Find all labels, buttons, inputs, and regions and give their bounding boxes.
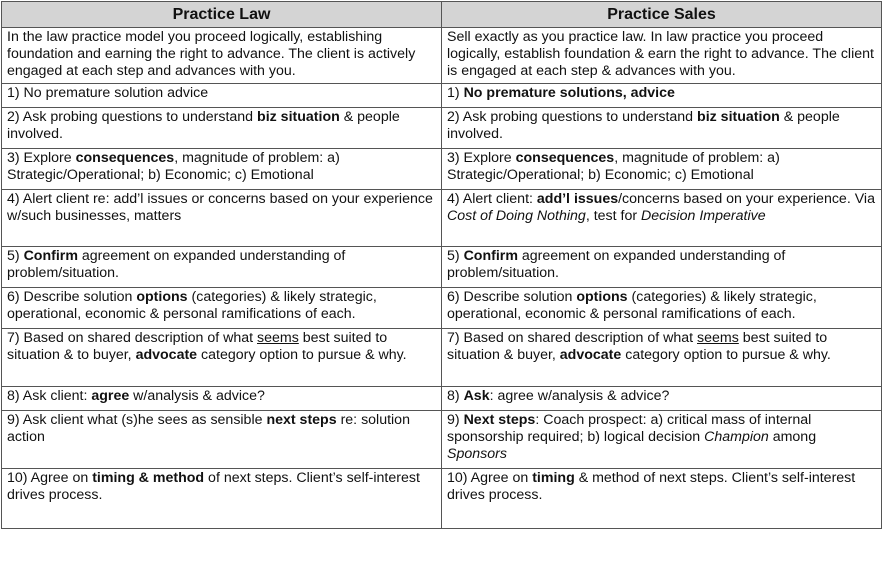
table-row: [2, 108, 882, 149]
italic-text: Sponsors: [447, 446, 507, 462]
table-row: [2, 329, 882, 387]
bold-text: biz situation: [257, 109, 340, 125]
table-row: [2, 411, 882, 469]
sales-cell: [442, 149, 882, 190]
table-row: [2, 28, 882, 84]
cell-text: 2) Ask probing questions to understand: [7, 109, 258, 125]
cell-text: 10) Agree on: [7, 470, 93, 486]
sales-cell: [442, 190, 882, 247]
cell-text: , test for: [585, 208, 642, 224]
bold-text: biz situation: [697, 109, 780, 125]
law-cell: [2, 190, 442, 247]
cell-text: & people involved.: [7, 109, 400, 142]
bold-text: advocate: [559, 347, 622, 363]
cell-text: w/analysis & advice?: [129, 388, 265, 404]
sales-cell: [442, 84, 882, 108]
cell-text: category option to pursue & why.: [621, 347, 831, 363]
cell-text: 7) Based on shared description of what: [7, 330, 258, 346]
cell-text: re: solution action: [7, 412, 410, 445]
cell-text: 1): [447, 85, 464, 101]
cell-text: of next steps. Client’s self-interest drives process.: [7, 470, 420, 503]
sales-cell: [442, 247, 882, 288]
underlined-text: seems: [697, 330, 739, 346]
cell-text: 8) Ask client:: [7, 388, 92, 404]
sales-cell: [442, 411, 882, 469]
bold-text: Next steps: [463, 412, 536, 428]
bold-text: Confirm: [23, 248, 78, 264]
law-cell: [2, 108, 442, 149]
law-cell: [2, 329, 442, 387]
sales-cell: [442, 28, 882, 84]
cell-text: 3) Explore: [7, 150, 76, 166]
law-cell: [2, 469, 442, 529]
header-row: [2, 2, 882, 28]
practice-law-header: Practice Law: [2, 2, 442, 28]
cell-text: 6) Describe solution: [447, 289, 577, 305]
law-cell: [2, 84, 442, 108]
cell-text: 2) Ask probing questions to understand: [447, 109, 698, 125]
cell-text: 9) Ask client what (s)he sees as sensible: [7, 412, 267, 428]
cell-text: agreement on expanded understanding of problem/situation.: [447, 248, 786, 281]
bold-text: options: [136, 289, 188, 305]
bold-text: timing & method: [92, 470, 205, 486]
bold-text: options: [576, 289, 628, 305]
law-cell: [2, 288, 442, 329]
table-row: [2, 469, 882, 529]
bold-text: add’l issues: [536, 191, 619, 207]
italic-text: Cost of Doing Nothing: [447, 208, 586, 224]
law-cell: [2, 247, 442, 288]
italic-text: Champion: [704, 429, 769, 445]
sales-cell: [442, 108, 882, 149]
cell-text: category option to pursue & why.: [197, 347, 407, 363]
bold-text: next steps: [266, 412, 337, 428]
law-cell: [2, 149, 442, 190]
bold-text: advocate: [135, 347, 198, 363]
sales-cell: [442, 288, 882, 329]
cell-text: 8): [447, 388, 464, 404]
cell-text: & method of next steps. Client’s self-interest drives process.: [447, 470, 856, 503]
law-cell: [2, 28, 442, 84]
cell-text: 9): [447, 412, 464, 428]
bold-text: No premature solutions, advice: [463, 85, 675, 101]
cell-text: agreement on expanded understanding of problem/situation.: [7, 248, 346, 281]
table-row: [2, 84, 882, 108]
cell-text: 4) Alert client:: [447, 191, 537, 207]
bold-text: Ask: [463, 388, 490, 404]
cell-text: 10) Agree on: [447, 470, 533, 486]
cell-text: best suited to situation & to buyer,: [7, 330, 388, 363]
sales-cell: [442, 387, 882, 411]
cell-text: among: [768, 429, 817, 445]
table-row: [2, 387, 882, 411]
cell-text: 3) Explore: [447, 150, 516, 166]
cell-text: In the law practice model you proceed logically, establishing foundation and earning the right to advance. The client is actively engaged at each step and advances with you.: [7, 29, 416, 79]
table-row: [2, 247, 882, 288]
bold-text: consequences: [515, 150, 615, 166]
practice-sales-header: Practice Sales: [442, 2, 882, 28]
cell-text: best suited to situation & buyer,: [447, 330, 828, 363]
cell-text: & people involved.: [447, 109, 840, 142]
law-cell: [2, 411, 442, 469]
cell-text: : agree w/analysis & advice?: [489, 388, 670, 404]
cell-text: : Coach prospect: a) critical mass of internal sponsorship required; b) logical decision: [447, 412, 812, 445]
bold-text: agree: [91, 388, 130, 404]
cell-text: , magnitude of problem: a) Strategic/Operational; b) Economic; c) Emotional: [7, 150, 340, 183]
table-row: [2, 190, 882, 247]
bold-text: timing: [532, 470, 575, 486]
sales-cell: [442, 329, 882, 387]
cell-text: , magnitude of problem: a) Strategic/Operational; b) Economic; c) Emotional: [447, 150, 780, 183]
law-cell: [2, 387, 442, 411]
table-row: [2, 288, 882, 329]
cell-text: 7) Based on shared description of what: [447, 330, 698, 346]
comparison-table: [1, 1, 882, 529]
cell-text: 6) Describe solution: [7, 289, 137, 305]
cell-text: Sell exactly as you practice law. In law practice you proceed logically, establish foundation & earn the right to advance. The client is engaged at each step & advances with you.: [447, 29, 874, 79]
italic-text: Decision Imperative: [641, 208, 766, 224]
cell-text: (categories) & likely strategic, operational, economic & personal ramifications of each.: [7, 289, 377, 322]
cell-text: 5): [447, 248, 464, 264]
bold-text: consequences: [75, 150, 175, 166]
cell-text: 1) No premature solution advice: [7, 85, 209, 101]
sales-cell: [442, 469, 882, 529]
cell-text: 4) Alert client re: add’l issues or concerns based on your experience w/such businesses, matters: [7, 191, 433, 224]
underlined-text: seems: [257, 330, 299, 346]
cell-text: (categories) & likely strategic, operational, economic & personal ramifications of each.: [447, 289, 817, 322]
cell-text: 5): [7, 248, 24, 264]
cell-text: /concerns based on your experience. Via: [618, 191, 875, 207]
bold-text: Confirm: [463, 248, 518, 264]
table-row: [2, 149, 882, 190]
